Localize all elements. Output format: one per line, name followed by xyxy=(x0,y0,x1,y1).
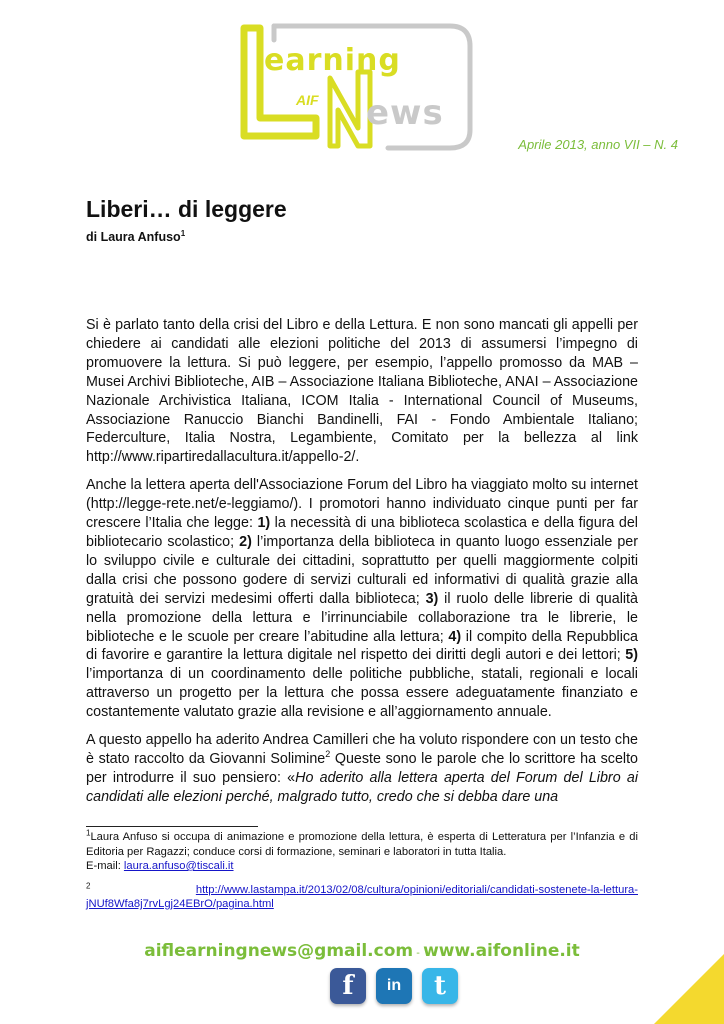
corner-triangle xyxy=(654,954,724,1024)
footnote-ref-2[interactable]: 2 xyxy=(325,749,331,760)
paragraph-2: Anche la lettera aperta dell'Associazione Forum del Libro ha viaggiato molto su internet (http://legge-rete.net/e-leggiamo/). I promotori hanno individuato cinque punti per far crescere l’Italia che legge: 1) la necessità di una biblioteca scolastica e della figura del bibliotecario scolastico; 2) l’importanza della biblioteca in quanto luogo essenziale per lo sviluppo civile e culturale dei cittadini, soprattutto per quelli maggiormente colpiti dalla crisi che possono godere di servizi culturali ed informativi di qualità grazie alla gratuità dei servizi medesimi offerti dalla biblioteca; 3) il ruolo delle librerie di qualità nella promozione della lettura e l’irrinunciabile collaborazione tra le librerie, le biblioteche e le scuole per creare l’abitudine alla lettura; 4) il compito della Repubblica di favorire e garantire la lettura digitale nel rispetto dei diritti degli autori e dei lettori; 5) l’importanza di un coordinamento delle politiche pubbliche, statali, regionali e locali attraverso un progetto per la lettura che possa essere adeguatamente finanziato e costantemente valutato grazie alla revisione e all’aggiornamento annuale. xyxy=(86,477,638,721)
social-links xyxy=(330,968,460,1008)
article-byline xyxy=(86,229,185,244)
twitter-icon[interactable]: t xyxy=(422,968,458,1004)
footnote-ref-1[interactable]: 1 xyxy=(180,229,186,238)
paragraph-1: Si è parlato tanto della crisi del Libro e della Lettura. E non sono mancati gli appelli per chiedere ai candidati alle elezioni politiche del 2013 di assumersi l’impegno di promuovere la lettura. Si può leggere, per esempio, l’appello promosso da MAB – Musei Archivi Biblioteche, AIB – Associazione Italiana Biblioteche, ANAI – Associazione Nazionale Archivistica Italiana, ICOM Italia - International Council of Museums, Associazione Ranuccio Bianchi Bandinelli, FAI - Fondo Ambientale Italiano; Federculture, Italia Nostra, Legambiente, Comitato per la bellezza al link http://www.ripartiredallacultura.it/appello-2/. xyxy=(86,317,638,466)
website-link[interactable]: www.aifonline.it xyxy=(423,941,580,961)
footnote-divider xyxy=(86,826,258,827)
aif-logo-mark: AIF xyxy=(296,92,319,108)
footnotes xyxy=(86,830,638,921)
issue-info: Aprile 2013, anno VII – N. 4 xyxy=(518,137,678,152)
facebook-icon[interactable]: f xyxy=(330,968,366,1004)
paragraph-3: A questo appello ha aderito Andrea Camilleri che ha voluto rispondere con un testo che è stato raccolto da Giovanni Solimine$^2$ Queste sono le parole che lo scrittore ha scelto per introdurre il suo pensiero: «Ho aderito alla lettera aperta del Forum del Libro ai candidati alle elezioni perché, malgrado tutto, credo che si debba dare una xyxy=(86,732,638,805)
contact-email-link[interactable]: aiflearningnews@gmail.com xyxy=(144,941,414,961)
logo-word-learning: earning xyxy=(264,43,401,78)
learning-news-logo xyxy=(238,18,478,156)
footnote-1: $^1$Laura Anfuso si occupa di animazione e promozione della lettura, è esperta di Letteratura per l’Infanzia e di Editoria per Ragazzi; conduce corsi di formazione, seminari e laboratori in tutta Italia. E-mail: laura.anfuso@tiscali.it xyxy=(86,828,638,872)
article-body xyxy=(86,316,638,816)
linkedin-icon[interactable]: in xyxy=(376,968,412,1004)
author-email-link[interactable]: laura.anfuso@tiscali.it xyxy=(123,860,234,872)
byline-text: di Laura Anfuso xyxy=(86,230,181,245)
lastampa-link[interactable]: http://www.lastampa.it/2013/02/08/cultura/opinioni/editoriali/candidati-sostenete-la-lettura-jNUf8Wfa8j7rvLgj24EBrO/pagina.html xyxy=(86,883,638,910)
logo-word-news: ews xyxy=(366,93,444,133)
contact-separator: - xyxy=(413,948,424,959)
contact-line xyxy=(0,941,724,961)
camilleri-quote: Ho aderito alla lettera aperta del Forum del Libro ai candidati alle elezioni perché, malgrado tutto, credo che si debba dare una xyxy=(86,769,638,805)
footnote-2: $^2$ http://www.lastampa.it/2013/02/08/cultura/opinioni/editoriali/candidati-sostenete-la-lettura-jNUf8Wfa8j7rvLgj24EBrO/pagina.html xyxy=(86,880,638,910)
logo-frame xyxy=(238,18,478,156)
article-title: Liberi… di leggere xyxy=(86,196,287,222)
